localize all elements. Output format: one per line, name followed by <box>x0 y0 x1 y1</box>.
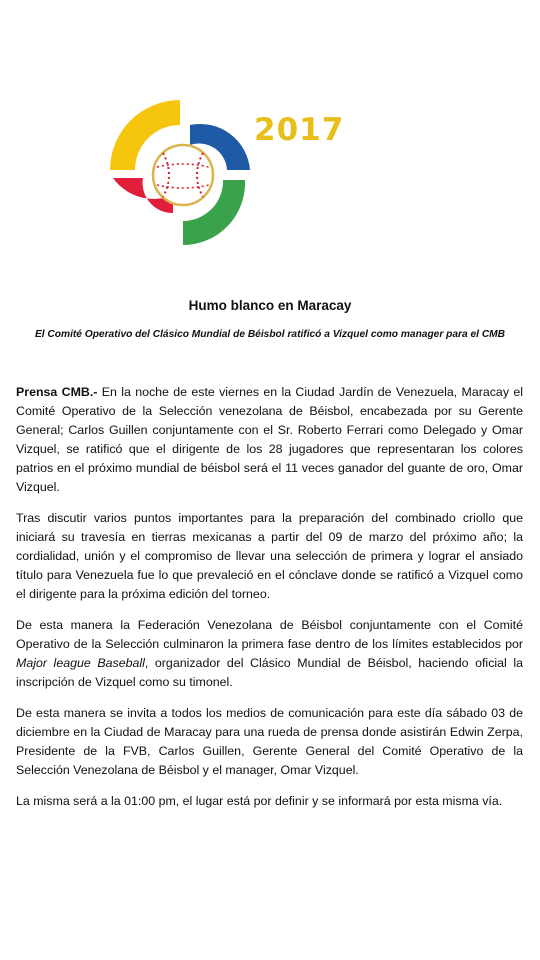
baseball-icon <box>153 145 213 205</box>
article-title: Humo blanco en Maracay <box>188 298 352 313</box>
world-baseball-classic-logo <box>105 95 265 255</box>
paragraph-3 <box>16 616 523 692</box>
logo <box>105 95 265 255</box>
paragraph-5: La misma será a la 01:00 pm, el lugar está por definir y se informará por esta misma vía. <box>16 794 503 808</box>
mlb-mention: Major league Baseball <box>16 656 145 670</box>
article-body <box>16 383 523 823</box>
press-lead: Prensa CMB.- <box>16 385 98 399</box>
paragraph-1-text: En la noche de este viernes en la Ciudad Jardín de Venezuela, Maracay el Comité Operativo de la Selección venezolana de Béisbol, encabezada por su Gerente General; Carlos Guillen conjuntamente con el Sr. Roberto Ferrari como Delegado y Omar Vizquel, se ratificó que el dirigente de los 28 jugadores que representaran los colores patrios en el próximo mundial de béisbol será el 11 veces ganador del guante de oro, Omar Vizquel. <box>16 385 523 494</box>
paragraph-3-text-b: , organizador del Clásico Mundial de Béisbol, haciendo oficial la inscripción de Vizquel como su timonel. <box>16 656 524 689</box>
paragraph-4: De esta manera se invita a todos los medios de comunicación para este día sábado 03 de diciembre en la Ciudad de Maracay para una rueda de prensa donde asistirán Edwin Zerpa, Presidente de la FVB, Carlos Guillen, Gerente General del Comité Operativo de la Selección Venezolana de Béisbol y el manager, Omar Vizquel. <box>16 706 523 777</box>
logo-year: 2017 <box>254 112 345 148</box>
article-subtitle: El Comité Operativo del Clásico Mundial de Béisbol ratificó a Vizquel como manager para el CMB <box>34 329 506 340</box>
paragraph-1 <box>16 383 523 497</box>
paragraph-3-text-a: De esta manera la Federación Venezolana de Béisbol conjuntamente con el Comité Operativo de la Selección culminaron la primera fase dentro de los límites establecidos por <box>16 618 523 651</box>
paragraph-2: Tras discutir varios puntos importantes para la preparación del combinado criollo que iniciará su travesía en tierras mexicanas a partir del 09 de marzo del próximo año; la cordialidad, unión y el compromiso de llevar una selección de primera y lograr el ansiado título para Venezuela fue lo que prevaleció en el cónclave donde se ratificó a Vizquel como el dirigente para la próxima edición del torneo. <box>16 511 523 601</box>
